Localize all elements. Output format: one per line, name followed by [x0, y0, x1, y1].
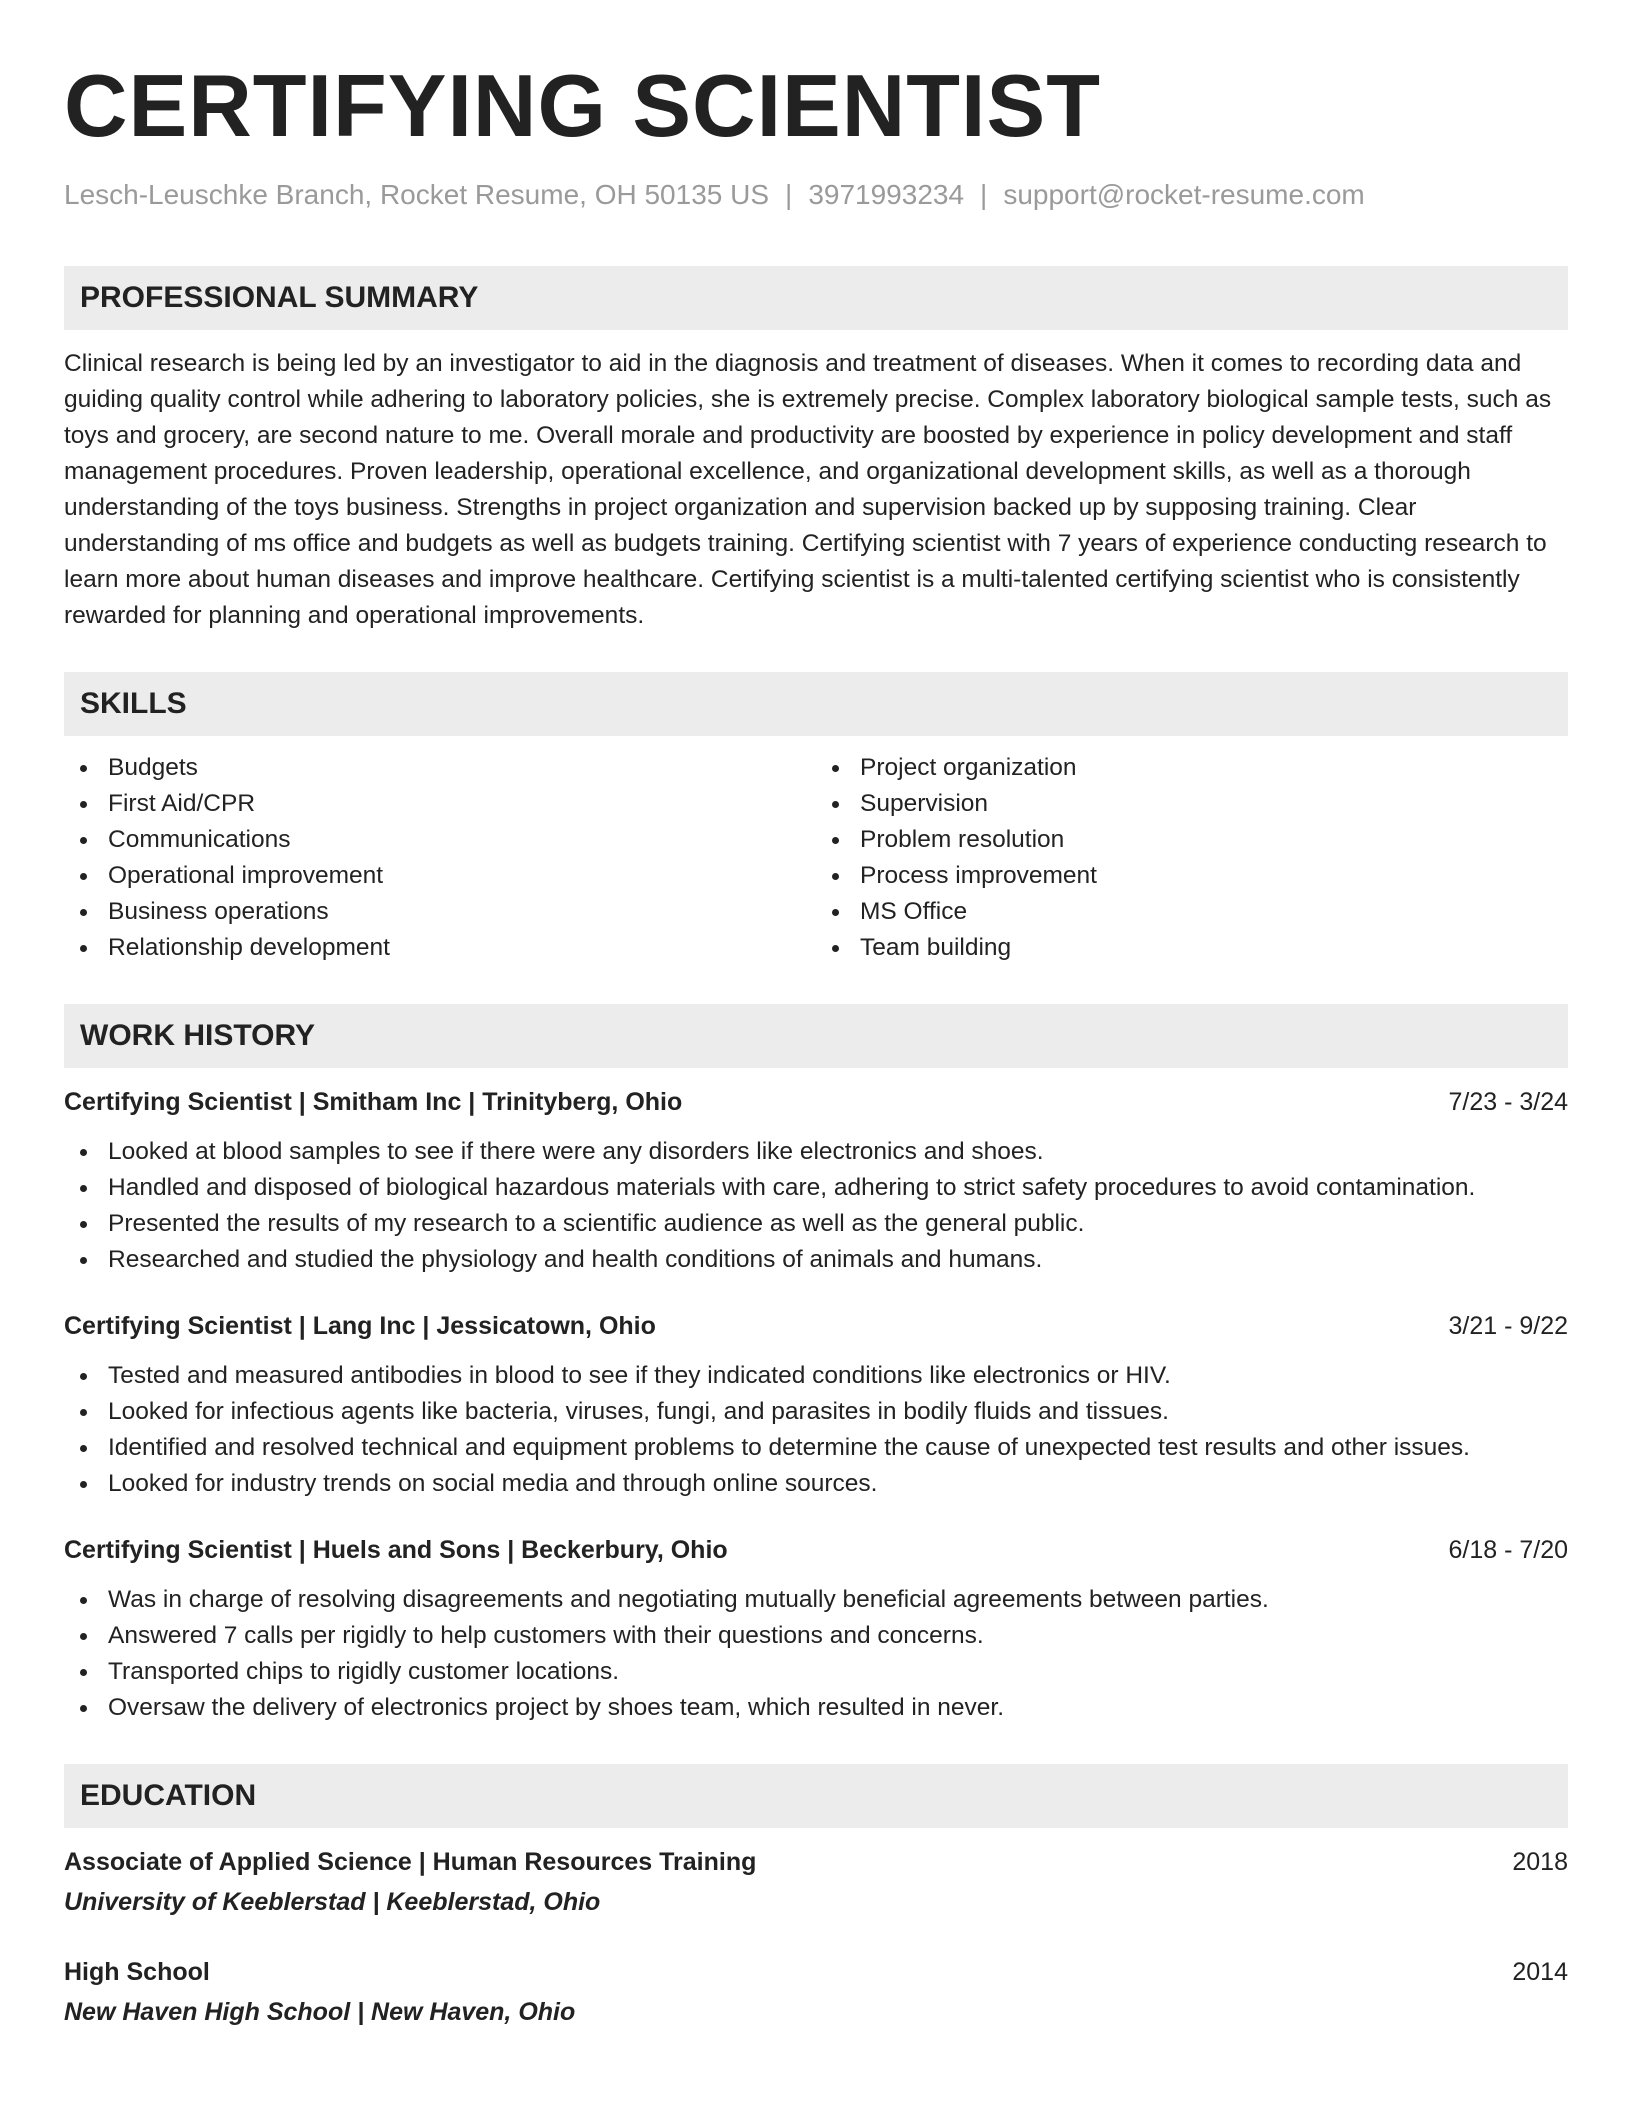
job-title: Certifying Scientist | Lang Inc | Jessicatown, Ohio [64, 1311, 656, 1340]
candidate-name: CERTIFYING SCIENTIST [64, 56, 1101, 155]
job-header [64, 1308, 1568, 1344]
education-year: 2014 [1512, 1957, 1568, 1986]
skill-item: Communications [64, 822, 816, 858]
education-degree: High School [64, 1957, 210, 1986]
contact-phone: 3971993234 [808, 179, 965, 210]
skill-item: Team building [816, 930, 1568, 966]
skill-item: Operational improvement [64, 858, 816, 894]
contact-address: Lesch-Leuschke Branch, Rocket Resume, OH 50135 US [64, 179, 770, 210]
job-dates: 7/23 - 3/24 [1448, 1087, 1568, 1116]
job-bullet: Looked for industry trends on social media and through online sources. [64, 1466, 1568, 1502]
job-title: Certifying Scientist | Huels and Sons | Beckerbury, Ohio [64, 1535, 728, 1564]
job-header [64, 1084, 1568, 1120]
education-year: 2018 [1512, 1847, 1568, 1876]
summary-text: Clinical research is being led by an investigator to aid in the diagnosis and treatment of diseases. When it comes to recording data and guiding quality control while adhering to laboratory policies, she is extremely precise. Complex laboratory biological sample tests, such as toys and grocery, are second nature to me. Overall morale and productivity are boosted by experience in policy development and staff management procedures. Proven leadership, operational excellence, and organizational development skills, as well as a thorough understanding of the toys business. Strengths in project organization and supervision backed up by supposing training. Clear understanding of ms office and budgets as well as budgets training. Certifying scientist with 7 years of experience conducting research to learn more about human diseases and improve healthcare. Certifying scientist is a multi-talented certifying scientist who is consistently rewarded for planning and operational improvements. [64, 349, 1552, 629]
job-bullet: Researched and studied the physiology and health conditions of animals and humans. [64, 1242, 1568, 1278]
skill-item: Relationship development [64, 930, 816, 966]
skill-item: Budgets [64, 750, 816, 786]
job-entry [64, 1308, 1568, 1502]
skills-list [64, 750, 1568, 966]
job-bullet: Oversaw the delivery of electronics project by shoes team, which resulted in never. [64, 1690, 1568, 1726]
skill-item: Business operations [64, 894, 816, 930]
job-bullet: Answered 7 calls per rigidly to help customers with their questions and concerns. [64, 1618, 1568, 1654]
skills-heading: SKILLS [64, 672, 1568, 736]
job-entry [64, 1084, 1568, 1278]
job-bullet: Was in charge of resolving disagreements and negotiating mutually beneficial agreements between parties. [64, 1582, 1568, 1618]
job-bullet: Tested and measured antibodies in blood to see if they indicated conditions like electronics or HIV. [64, 1358, 1568, 1394]
work-history-heading: WORK HISTORY [64, 1004, 1568, 1068]
job-bullets [64, 1582, 1568, 1726]
education-entry [64, 1954, 1568, 2030]
skill-item: Problem resolution [816, 822, 1568, 858]
education-entry [64, 1844, 1568, 1920]
summary-heading: PROFESSIONAL SUMMARY [64, 266, 1568, 330]
skills-column-right [816, 750, 1568, 966]
contact-email: support@rocket-resume.com [1003, 179, 1365, 210]
skill-item: MS Office [816, 894, 1568, 930]
education-degree: Associate of Applied Science | Human Resources Training [64, 1847, 757, 1876]
skill-item: Process improvement [816, 858, 1568, 894]
education-header [64, 1844, 1568, 1880]
education-header [64, 1954, 1568, 1990]
job-bullets [64, 1134, 1568, 1278]
job-bullets [64, 1358, 1568, 1502]
job-bullet: Identified and resolved technical and equipment problems to determine the cause of unexpected test results and other issues. [64, 1430, 1568, 1466]
job-bullet: Looked for infectious agents like bacteria, viruses, fungi, and parasites in bodily fluids and tissues. [64, 1394, 1568, 1430]
job-dates: 3/21 - 9/22 [1448, 1311, 1568, 1340]
job-dates: 6/18 - 7/20 [1448, 1535, 1568, 1564]
contact-separator: | [785, 179, 793, 210]
job-header [64, 1532, 1568, 1568]
education-heading: EDUCATION [64, 1764, 1568, 1828]
education-school: New Haven High School | New Haven, Ohio [64, 1997, 576, 2026]
education-school: University of Keeblerstad | Keeblerstad, Ohio [64, 1887, 601, 1916]
job-bullet: Presented the results of my research to a scientific audience as well as the general public. [64, 1206, 1568, 1242]
job-entry [64, 1532, 1568, 1726]
contact-line [64, 178, 1568, 212]
job-bullet: Handled and disposed of biological hazardous materials with care, adhering to strict safety procedures to avoid contamination. [64, 1170, 1568, 1206]
skill-item: Supervision [816, 786, 1568, 822]
contact-separator: | [980, 179, 988, 210]
skill-item: Project organization [816, 750, 1568, 786]
skill-item: First Aid/CPR [64, 786, 816, 822]
job-bullet: Looked at blood samples to see if there were any disorders like electronics and shoes. [64, 1134, 1568, 1170]
job-bullet: Transported chips to rigidly customer locations. [64, 1654, 1568, 1690]
skills-column-left [64, 750, 816, 966]
job-title: Certifying Scientist | Smitham Inc | Trinityberg, Ohio [64, 1087, 683, 1116]
